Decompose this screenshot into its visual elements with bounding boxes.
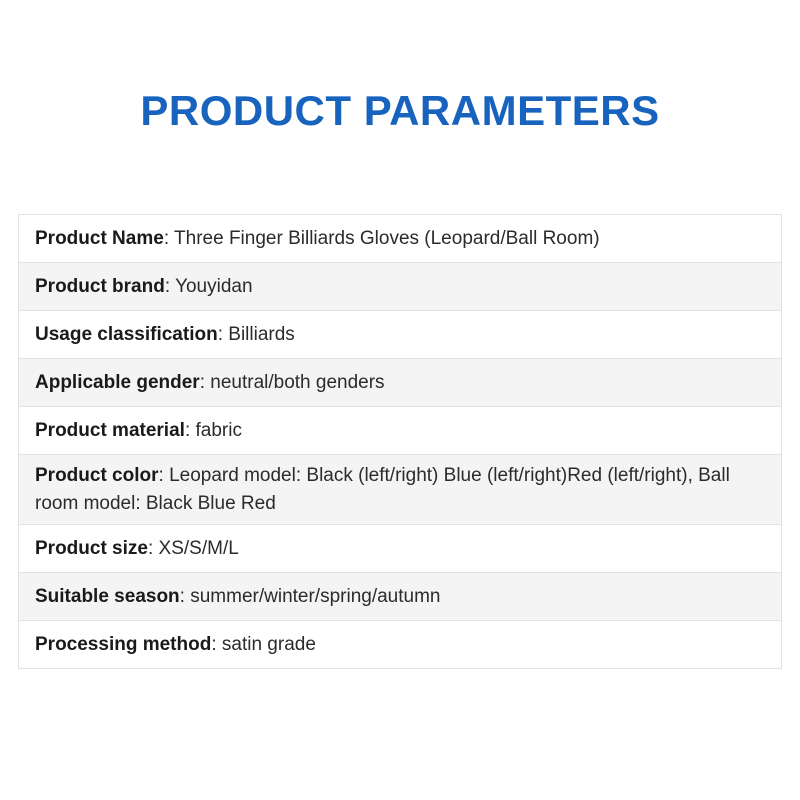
spec-label: Product size <box>35 537 148 559</box>
spec-value: satin grade <box>221 633 316 655</box>
table-row <box>19 621 781 669</box>
table-row <box>19 263 781 311</box>
spec-cell <box>35 455 765 524</box>
specification-table <box>18 214 782 669</box>
spec-separator: : <box>147 537 159 559</box>
spec-cell <box>35 624 765 666</box>
spec-cell <box>35 576 765 618</box>
spec-cell <box>35 314 765 356</box>
spec-label: Applicable gender <box>35 371 200 393</box>
spec-label: Product color <box>35 465 159 486</box>
table-row <box>19 407 781 455</box>
spec-separator: : <box>164 275 176 297</box>
spec-value: fabric <box>195 419 242 441</box>
table-row <box>19 215 781 263</box>
table-row <box>19 311 781 359</box>
spec-cell <box>35 362 765 404</box>
spec-cell <box>35 528 765 570</box>
spec-value: Youyidan <box>175 275 253 297</box>
spec-cell <box>35 410 765 452</box>
page-title: PRODUCT PARAMETERS <box>140 87 660 134</box>
spec-value: Three Finger Billiards Gloves (Leopard/Ball Room) <box>174 227 600 249</box>
table-row <box>19 525 781 573</box>
spec-value: Billiards <box>228 323 295 345</box>
spec-cell <box>35 266 765 308</box>
spec-label: Usage classification <box>35 323 218 345</box>
spec-label: Product Name <box>35 227 164 249</box>
spec-separator: : <box>184 419 196 441</box>
spec-value-line2: Red (left/right), Ball room model: Black Blue Red <box>35 465 730 514</box>
spec-value: summer/winter/spring/autumn <box>190 585 441 607</box>
spec-label: Product material <box>35 419 185 441</box>
spec-label: Product brand <box>35 275 165 297</box>
spec-label: Processing method <box>35 633 212 655</box>
spec-value: Leopard model: Black (left/right) Blue (left/right) <box>169 465 568 486</box>
spec-separator: : <box>217 323 229 345</box>
spec-value: XS/S/M/L <box>158 537 239 559</box>
spec-separator: : <box>199 371 211 393</box>
spec-value: neutral/both genders <box>210 371 385 393</box>
table-row <box>19 455 781 525</box>
spec-separator: : <box>211 633 222 655</box>
spec-cell <box>35 218 765 260</box>
spec-separator: : <box>163 227 175 249</box>
spec-label: Suitable season <box>35 585 180 607</box>
table-row <box>19 573 781 621</box>
table-row <box>19 359 781 407</box>
spec-separator: : <box>179 585 191 607</box>
spec-separator: : <box>158 465 170 486</box>
